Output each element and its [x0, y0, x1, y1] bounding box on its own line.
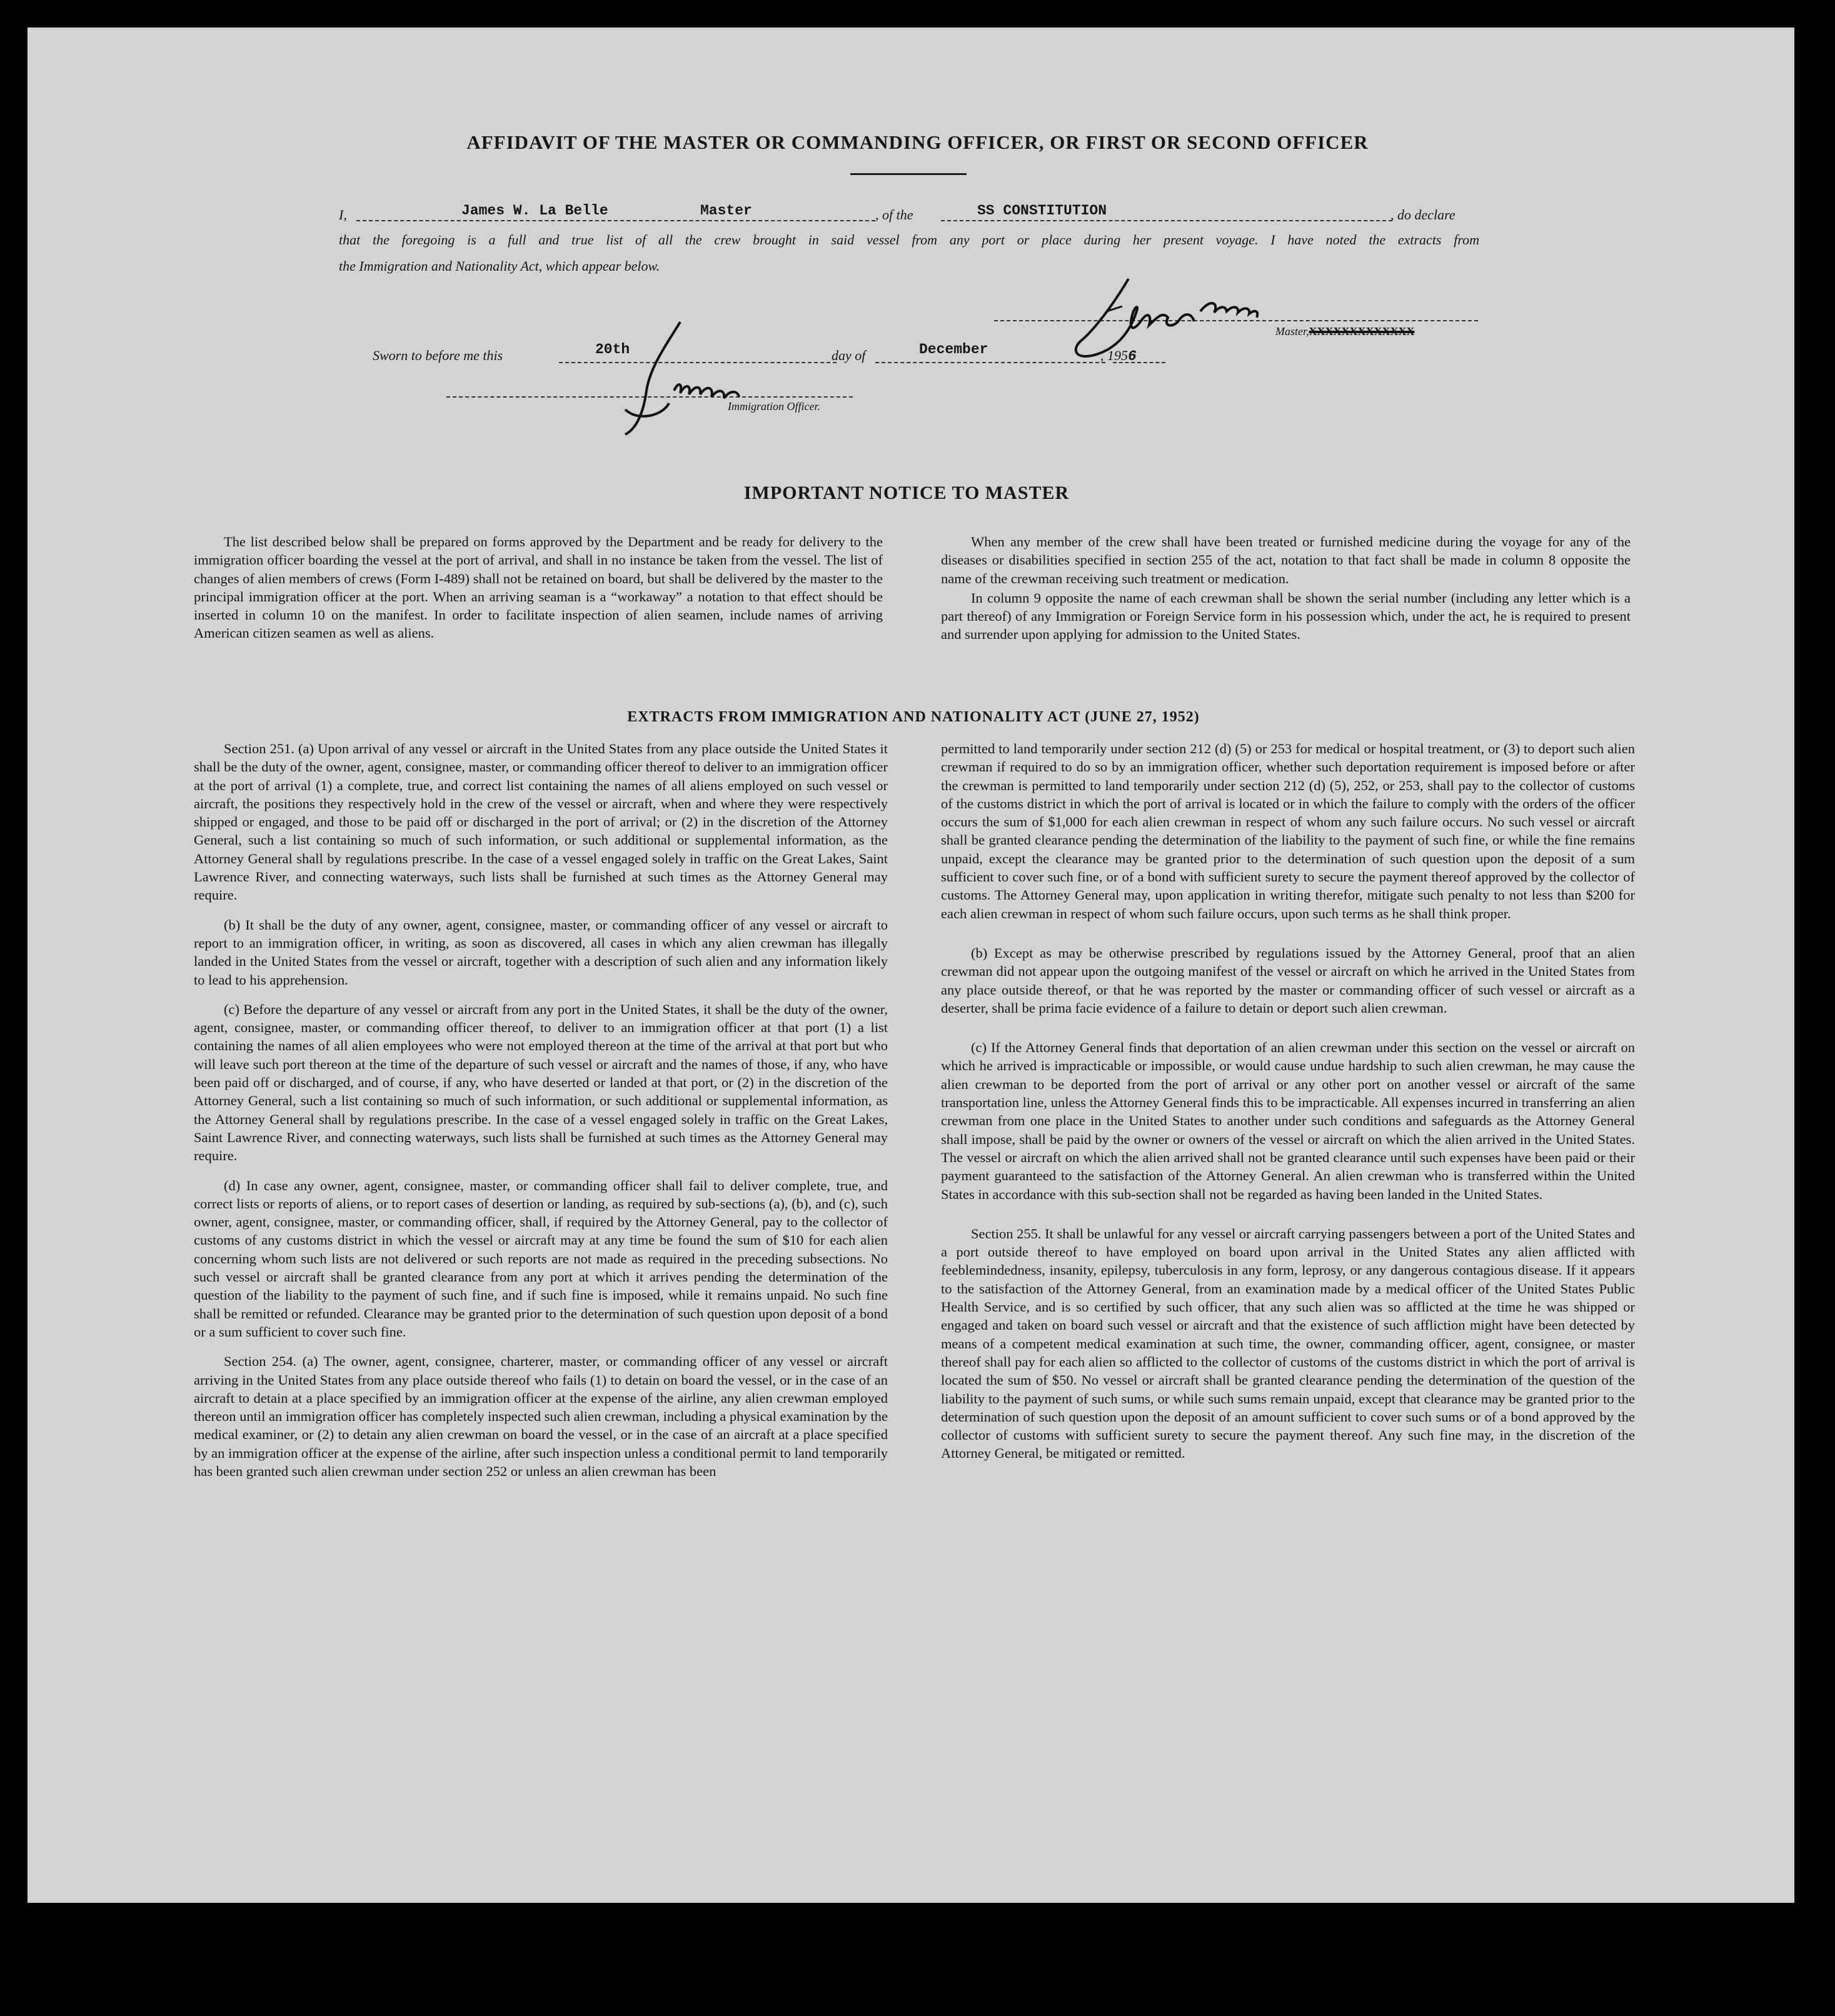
master-label: Master,XXXXXXXXXXXXX [1275, 325, 1415, 338]
sworn-label: Sworn to before me this [373, 348, 503, 363]
i-label: I, [339, 207, 347, 223]
notice-right-paragraph-1: When any member of the crew shall have been treated or furnished medicine during the voyage for any of the diseases or disabilities specified in section 255 of the act, notation to that fact shall be made in column 8 opposite the name of the crewman receiving such treatment or medication. [941, 534, 1631, 586]
year-label: , 1956 [1100, 348, 1137, 364]
name-underline [356, 220, 875, 221]
declaration-line-2: that the foregoing is a full and true list of all the crew brought in said vessel from any port or place during her present voyage. I have noted the extracts from [339, 232, 1479, 248]
section-254-a-continued: permitted to land temporarily under section 212 (d) (5) or 253 for medical or hospital treatment, or (3) to deport such alien crewman if required to do so by an immigration officer, whether such deportation requirement is imposed before or after the crewman is permitted to land temporarily under section 212 (d) (5), 252, or 253, shall pay to the collector of customs of the customs district in which the port of arrival is located or in which the failure to comply with the orders of the officer occurs the sum of $1,000 for each alien crewman in respect of whom any such failure occurs. No such vessel or aircraft shall be granted clearance pending the determination of the liability to the payment of such fine, or while the fine remains unpaid, except the clearance may be granted prior to the determination of such question upon the deposit of a sum sufficient to cover such fine, or of a bond with sufficient surety to secure the payment thereof approved by the collector of customs. The Attorney General may, upon application in writing therefor, mitigate such penalty to not less than $200 for each alien crewman in respect of whom such failure occurs, upon such terms as he shall think proper. [941, 741, 1635, 921]
immigration-officer-label: Immigration Officer. [728, 400, 820, 413]
vessel-name: SS CONSTITUTION [977, 203, 1107, 219]
month-value: December [919, 341, 988, 358]
notice-left-column [194, 533, 883, 654]
section-254-b: (b) Except as may be otherwise prescribed by regulations issued by the Attorney General, proof that an alien crewman did not appear upon the outgoing manifest of the vessel or aircraft on which he arrived in the United States from any place outside thereof, or that he was reported by the master or commanding officer of such vessel or aircraft as a deserter, shall be prima facie evidence of a failure to detain or deport such alien crewman. [941, 945, 1635, 1016]
section-254-c: (c) If the Attorney General finds that deportation of an alien crewman under this section on the vessel or aircraft on which he arrived is impracticable or impossible, or would cause undue hardship to such alien crewman, he may cause the alien crewman to be deported from the port of arrival or any other port on another vessel or aircraft of the same transportation line, unless the Attorney General finds this to be impracticable. All expenses incurred in transferring an alien crewman from one place in the United States to another under such conditions and safeguards as the Attorney General shall impose, shall be paid by the owner or owners of the vessel or aircraft on which the alien arrived in the United States. The vessel or aircraft on which the alien arrived shall not be granted clearance until such expenses have been paid or their payment guaranteed to the satisfaction of the Attorney General. An alien crewman who is transferred within the United States in accordance with this sub-section shall not be regarded as having been landed in the United States. [941, 1040, 1635, 1202]
notice-right-paragraph-2: In column 9 opposite the name of each crewman shall be shown the serial number (including any letter which is a part thereof) of any Immigration or Foreign Service form in his possession which, under the act, he is required to present and surrender upon applying for admission to the United States. [941, 589, 1631, 643]
section-251-d: (d) In case any owner, agent, consignee, master, or commanding officer shall fail to deliver complete, true, and correct lists or reports of aliens, or to report cases of desertion or landing, as required by sub-sections (a), (b), and (c), such owner, agent, consignee, master, or commanding officer, shall, if required by the Attorney General, pay to the collector of customs of any customs district in which the vessel or aircraft may at any time be found the sum of $10 for each alien concerning whom such lists are not delivered or such reports are not made as required in the preceding subsections. No such vessel or aircraft shall be granted clearance from any port at which it arrives pending the determination of the question of the liability to the payment of such fine, and if such fine is imposed, while it remains unpaid. No such fine shall be remitted or refunded. Clearance may be granted prior to the determination of such question upon deposit of a bond or a sum sufficient to cover such fine. [194, 1177, 888, 1340]
day-value: 20th [595, 341, 630, 358]
declaration-line-3: the Immigration and Nationality Act, which appear below. [339, 258, 660, 274]
notice-left-paragraph: The list described below shall be prepared on forms approved by the Department and be ready for delivery to the immigration officer boarding the vessel at the port of arrival, and shall in no instance be taken from the vessel. The list of changes of alien members of crews (Form I-489) shall not be retained on board, but shall be delivered by the master to the principal immigration officer at the port. When an arriving seaman is a “workaway” a notation to that effect should be inserted in column 10 on the manifest. In order to facilitate inspection of alien seamen, include names of arriving American citizen seamen as well as aliens. [194, 534, 883, 641]
affidavit-title: AFFIDAVIT OF THE MASTER OR COMMANDING OFFICER, OR FIRST OR SECOND OFFICER [466, 131, 1369, 153]
section-251-c: (c) Before the departure of any vessel or aircraft from any port in the United States, it shall be the duty of the owner, agent, consignee, master, or commanding officer thereof, to deliver to an immigration officer at that port (1) a list containing the names of all alien employees who were not employed thereon at the time of the arrival at that port but who will leave such port thereon at the time of the departure of such vessel or aircraft and the names of those, if any, who have been paid off or discharged, and of course, if any, who have deserted or landed at that port, or (2) in the discretion of the Attorney General, such a list containing so much of such information, or such additional or supplemental information, as the Attorney General shall by regulations prescribe. In the case of a vessel engaged solely in traffic on the Great Lakes, Saint Lawrence River, and connecting waterways, such lists shall be furnished at such times as the Attorney General may require. [194, 1001, 888, 1164]
officer-name: James W. La Belle [461, 203, 608, 219]
section-251-b: (b) It shall be the duty of any owner, agent, consignee, master, or commanding officer of any vessel or aircraft to report to an immigration officer, in writing, as soon as discovered, all cases in which any alien crewman has illegally landed in the United States from the vessel or aircraft, together with a description of such alien and any information likely to lead to his apprehension. [194, 916, 888, 988]
notice-title: IMPORTANT NOTICE TO MASTER [743, 483, 1070, 503]
year-underline [1113, 362, 1165, 363]
section-255: Section 255. It shall be unlawful for any vessel or aircraft carrying passengers between a port of the United States and a port outside thereof to have employed on board upon arrival in the United States any alien afflicted with feeblemindedness, insanity, epilepsy, tuberculosis in any form, leprosy, or any dangerous contagious disease. If it appears to the satisfaction of the Attorney General, from an examination made by a medical officer of the United States Public Health Service, and is so certified by such officer, that any such alien was so afflicted at the time he was shipped or engaged and taken on board such vessel or aircraft and that the existence of such affliction might have been detected by means of a competent medical examination at such time, the owner, commanding officer, agent, consignee, or master thereof shall pay for each alien so afflicted to the collector of customs of the customs district in which the port of arrival is located the sum of $50. No vessel or aircraft shall be granted clearance pending the determination of the question of the liability to the payment of such sums, or while such sums remain unpaid, except that clearance may be granted prior to the determination of such question upon the deposit of an amount sufficient to cover such sums or of a bond approved by the collector of customs with sufficient surety to secure the payment thereof. Any such fine may, in the discretion of the Attorney General, be mitigated or remitted. [941, 1225, 1635, 1462]
of-the-label: , of the [875, 207, 913, 223]
day-of-label: day of [832, 348, 866, 363]
section-251-a: Section 251. (a) Upon arrival of any vessel or aircraft in the United States from any place outside the United States it shall be the duty of the owner, agent, consignee, master, or commanding officer thereof to deliver to an immigration officer at the port of arrival (1) a complete, true, and correct list containing the names of all aliens employed on such vessel or aircraft, the positions they respectively hold in the crew of the vessel or aircraft, when and where they were respectively shipped or engaged, and those to be paid off or discharged in the port of arrival; or (2) in the discretion of the Attorney General, such a list containing so much of such information, or such additional or supplemental information, as the Attorney General shall by regulations prescribe. In the case of a vessel engaged solely in traffic on the Great Lakes, Saint Lawrence River, and connecting waterways, such lists shall be furnished at such times as the Attorney General may require. [194, 741, 888, 903]
section-254-a: Section 254. (a) The owner, agent, consignee, charterer, master, or commanding officer of any vessel or aircraft arriving in the United States from any place outside thereof who fails (1) to detain on board the vessel, or in the case of an aircraft to detain at a place specified by an immigration officer at the expense of the airline, any alien crewman employed thereon until an immigration officer has completely inspected such alien crewman, including a physical examination by the medical examiner, or (2) to detain any alien crewman on board the vessel, or in the case of an aircraft at a place specified by an immigration officer at the expense of the airline, after such inspection unless a conditional permit to land temporarily has been granted such alien crewman under section 252 or unless an alien crewman has been [194, 1353, 888, 1479]
vessel-underline [941, 220, 1392, 221]
title-rule [850, 173, 967, 175]
notice-right-column [941, 533, 1631, 655]
officer-rank: Master [700, 203, 752, 219]
month-underline [875, 362, 1105, 363]
extracts-left-column [194, 740, 888, 1492]
extracts-right-column [941, 740, 1635, 1474]
extracts-title: EXTRACTS FROM IMMIGRATION AND NATIONALITY ACT (JUNE 27, 1952) [627, 709, 1200, 725]
do-declare-label: , do declare [1390, 207, 1455, 223]
immigration-officer-signature [600, 316, 782, 441]
